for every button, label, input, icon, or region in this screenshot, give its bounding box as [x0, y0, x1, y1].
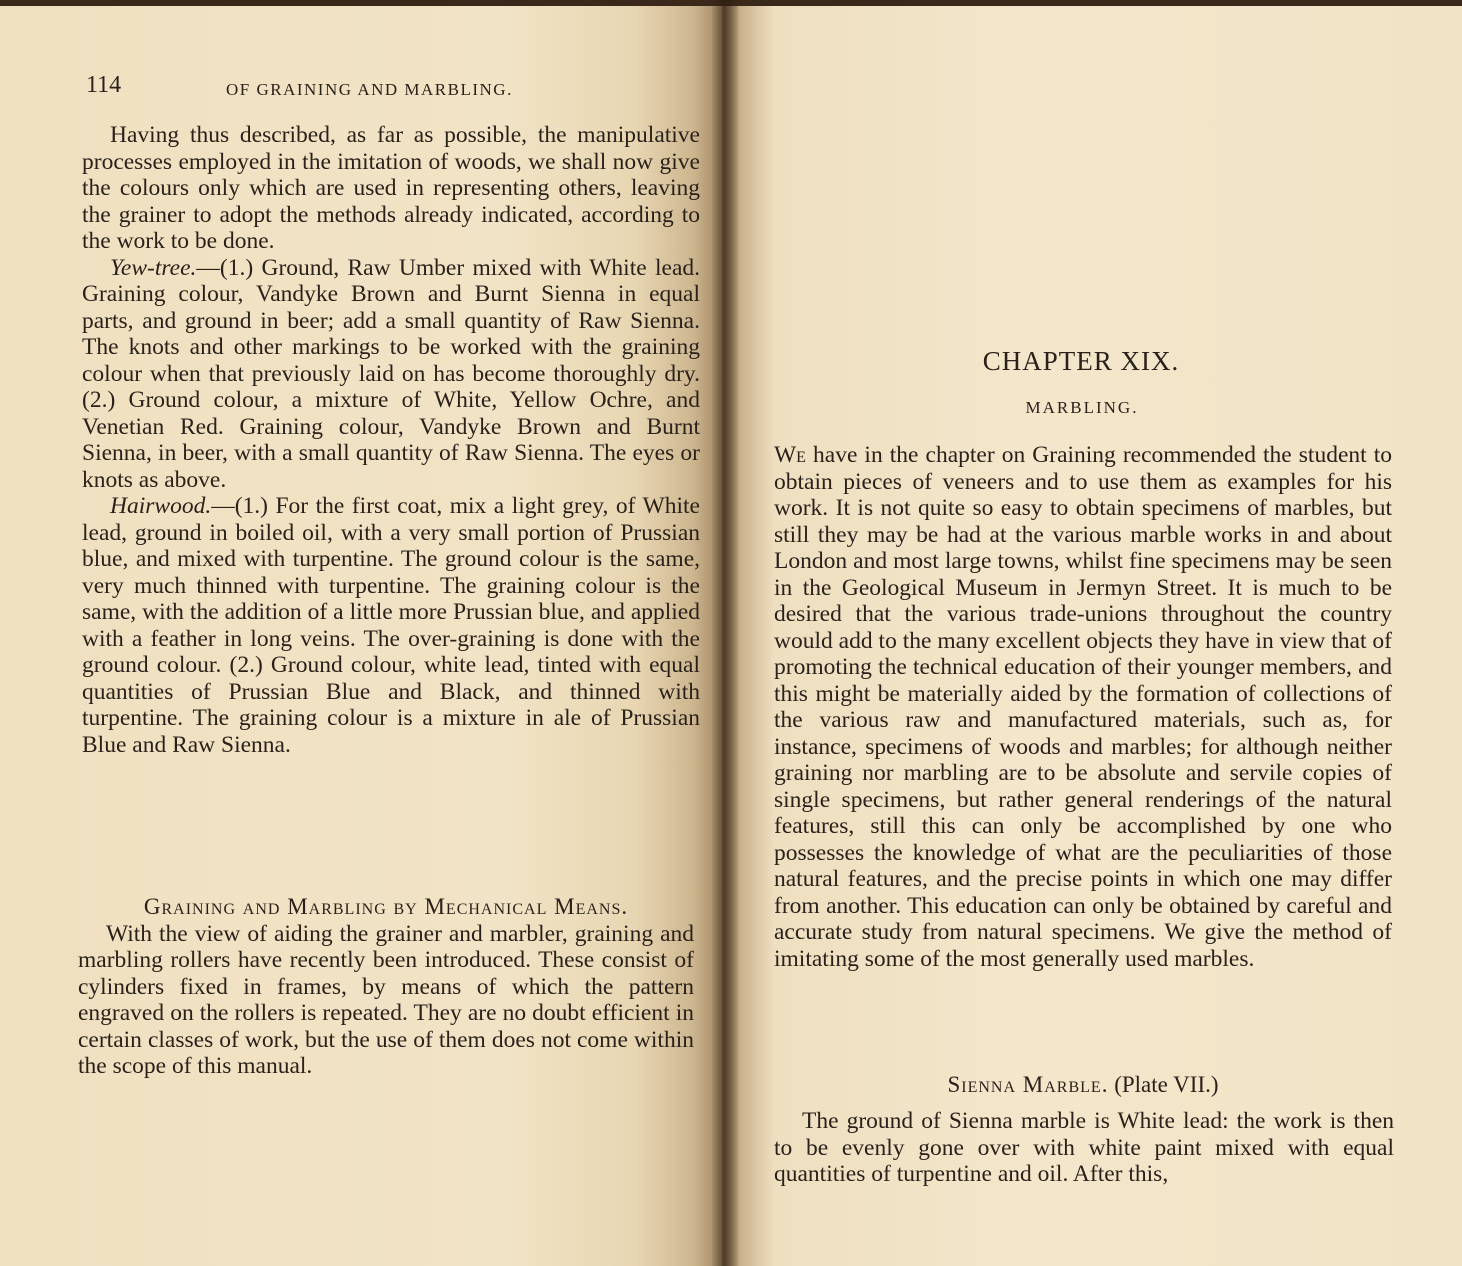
sienna-plate-ref: (Plate VII.)	[1114, 1072, 1219, 1097]
paragraph-sienna: The ground of Sienna marble is White lead: the work is then to be evenly gone over with white paint mixed with equal quantities of turpentine and oil. After this,	[774, 1108, 1394, 1187]
left-page-body	[82, 122, 700, 758]
paragraph-marbling-intro	[774, 442, 1392, 972]
chapter-subtitle: MARBLING.	[1025, 398, 1139, 417]
right-page-body	[774, 442, 1392, 972]
intro-first-word: We	[774, 442, 806, 468]
paragraph-mechanical: With the view of aiding the grainer and marbler, graining and marbling rollers have recently been introduced. These consist of cylinders fixed in frames, by means of which the pattern engraved on the rollers is repeated. They are no doubt efficient in certain classes of work, but the use of them does not come within the scope of this manual.	[78, 920, 694, 1079]
yew-tree-label: Yew-tree.	[110, 254, 197, 281]
sienna-heading-text: Sienna Marble.	[947, 1072, 1109, 1097]
page-number: 114	[86, 72, 122, 98]
yew-tree-text: —(1.) Ground, Raw Umber mixed with White lead. Graining colour, Vandyke Brown and Burnt Sienna in equal parts, and ground in beer; add a small quantity of Raw Sienna. The knots and other markings to be worked with the graining colour when that previously laid on has become thoroughly dry. (2.) Ground colour, a mixture of White, Yellow Ochre, and Venetian Red. Graining colour, Vandyke Brown and Burnt Sienna, in beer, with a small quantity of Raw Sienna. The eyes or knots as above.	[82, 254, 700, 493]
intro-text: have in the chapter on Graining recommended the student to obtain pieces of veneers and to use them as examples for his work. It is not quite so easy to obtain specimens of marbles, but still they may be had at the various marble works in and about London and most large towns, whilst fine specimens may be seen in the Geological Museum in Jermyn Street. It is much to be desired that the various trade-unions throughout the country would add to the many excellent objects they have in view that of promoting the technical education of their younger members, and this might be materially aided by the formation of collections of the various raw and manufactured materials, such as, for instance, specimens of woods and marbles; for although neither graining nor marbling are to be absolute and servile copies of single specimens, but rather general renderings of the natural features, still this can only be accomplished by one who possesses the knowledge of what are the peculiarities of those natural features, and the precise points in which one may differ from another. This education can only be obtained by careful and accurate study from natural specimens. We give the method of imitating some of the most generally used marbles.	[774, 442, 1392, 972]
paragraph-yew-tree	[82, 255, 700, 494]
chapter-title: CHAPTER XIX.	[982, 346, 1180, 376]
hairwood-text: —(1.) For the first coat, mix a light grey, of White lead, ground in boiled oil, with a very small portion of Prussian blue, and mixed with turpentine. The ground colour is the same, very much thinned with turpentine. The graining colour is the same, with the addition of a little more Prussian blue, and applied with a feather in long veins. The over-graining is done with the ground colour. (2.) Ground colour, white lead, tinted with equal quantities of Prussian Blue and Black, and thinned with turpentine. The graining colour is a mixture in ale of Prussian Blue and Raw Sienna.	[82, 493, 700, 758]
running-head: OF GRAINING AND MARBLING.	[226, 80, 513, 99]
section-heading-mechanical: Graining and Marbling by Mechanical Means.	[143, 894, 629, 919]
paragraph-hairwood	[82, 493, 700, 758]
paragraph-intro: Having thus described, as far as possible, the manipulative processes employed in the imitation of woods, we shall now give the colours only which are used in representing others, leaving the grainer to adopt the methods already indicated, according to the work to be done.	[82, 122, 700, 254]
sienna-section	[774, 1108, 1394, 1188]
hairwood-label: Hairwood.	[110, 493, 212, 519]
book-spine	[712, 0, 738, 1266]
section-heading-sienna	[774, 1072, 1392, 1098]
mechanical-section	[78, 894, 694, 1080]
